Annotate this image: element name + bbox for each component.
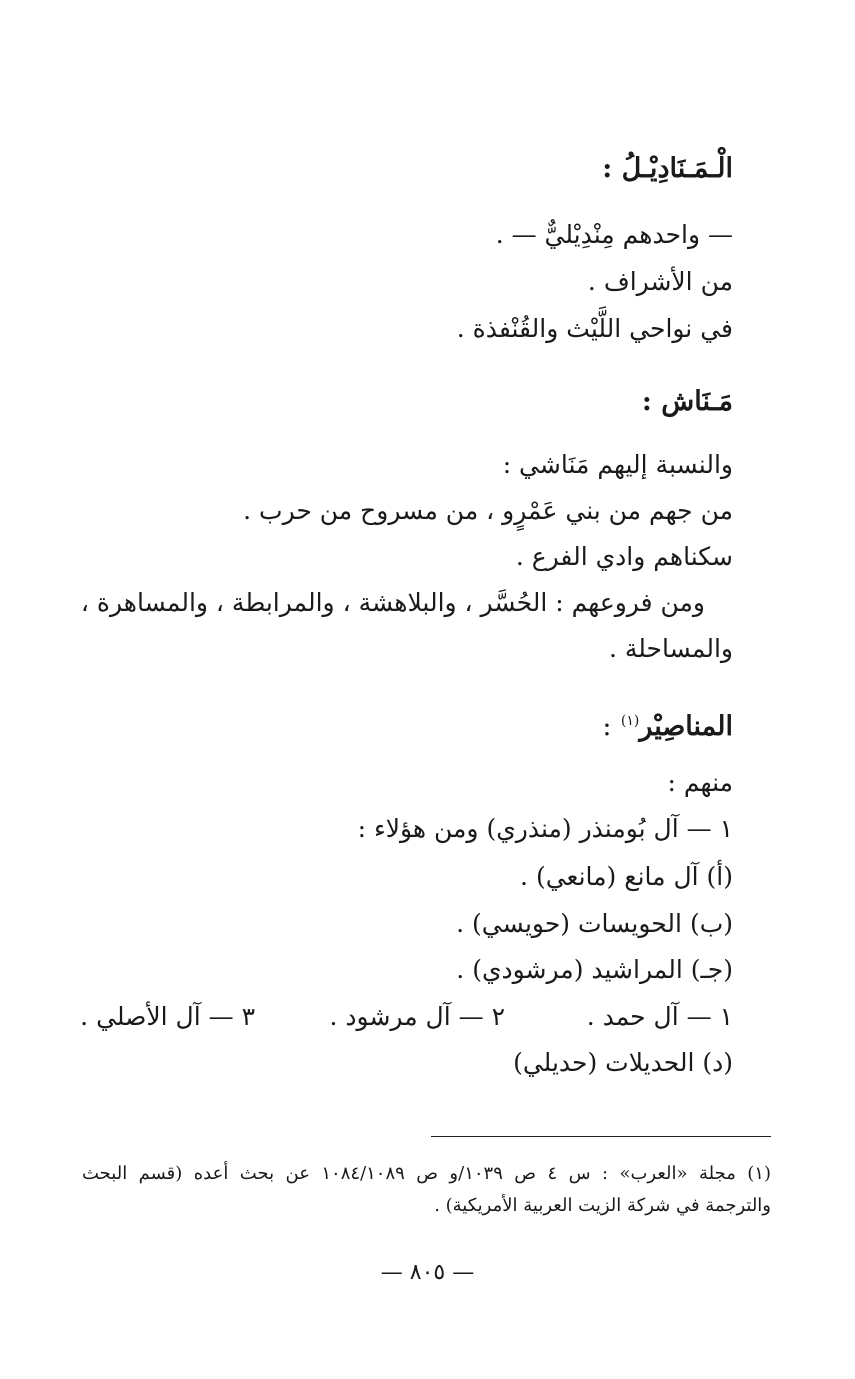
entry-line: منهم : [667,768,733,797]
entry-line: والمساحلة . [608,634,733,663]
footnote-divider [431,1136,771,1137]
entry-heading-manadil: الْـمَـنَادِيْـلُ : [602,153,733,184]
entry-line: من جهم من بني عَمْرٍو ، من مسروح من حرب . [243,496,733,525]
entry-heading-manash: مَـنَاش : [641,386,733,417]
footnote-line: والترجمة في شركة الزيت العربية الأمريكية) . [434,1195,771,1216]
entry-line: (ب) الحويسات (حويسي) . [456,909,733,938]
entry-line: من الأشراف . [587,267,733,296]
entry-line: والنسبة إليهم مَنَاشي : [502,450,733,479]
entry-line: — واحدهم مِنْدِيْليٌّ — . [495,220,733,249]
heading-text: المناصِيْر [639,711,733,742]
heading-colon: : [602,711,612,742]
entry-heading-manasir [602,704,733,744]
page-number: — ٨٠٥ — [380,1260,475,1285]
entry-line: سكناهم وادي الفرع . [515,542,733,571]
subitem-column: ٣ — آل الأصلي . [80,1002,255,1031]
entry-line: في نواحي اللَّيْث والقُنْفذة . [456,314,733,343]
entry-line: (أ) آل مانع (مانعي) . [520,862,733,891]
entry-line: (جـ) المراشيد (مرشودي) . [456,955,733,984]
subitem-column: ١ — آل حمد . [586,1002,733,1031]
entry-line: ١ — آل بُومنذر (منذري) ومن هؤلاء : [357,814,733,843]
footnote-marker: (١) [620,713,640,729]
subitem-column: ٢ — آل مرشود . [329,1002,505,1031]
footnote-line: (١) مجلة «العرب» : س ٤ ص ١٠٣٩/و ص ١٠٨٤/١٠٨٩ عن بحث أعده (قسم البحث [82,1163,771,1184]
entry-line: ومن فروعهم : الحُسَّر ، والبلاهشة ، والمرابطة ، والمساهرة ، [80,588,705,617]
entry-line: (د) الحديلات (حديلي) [513,1048,733,1077]
